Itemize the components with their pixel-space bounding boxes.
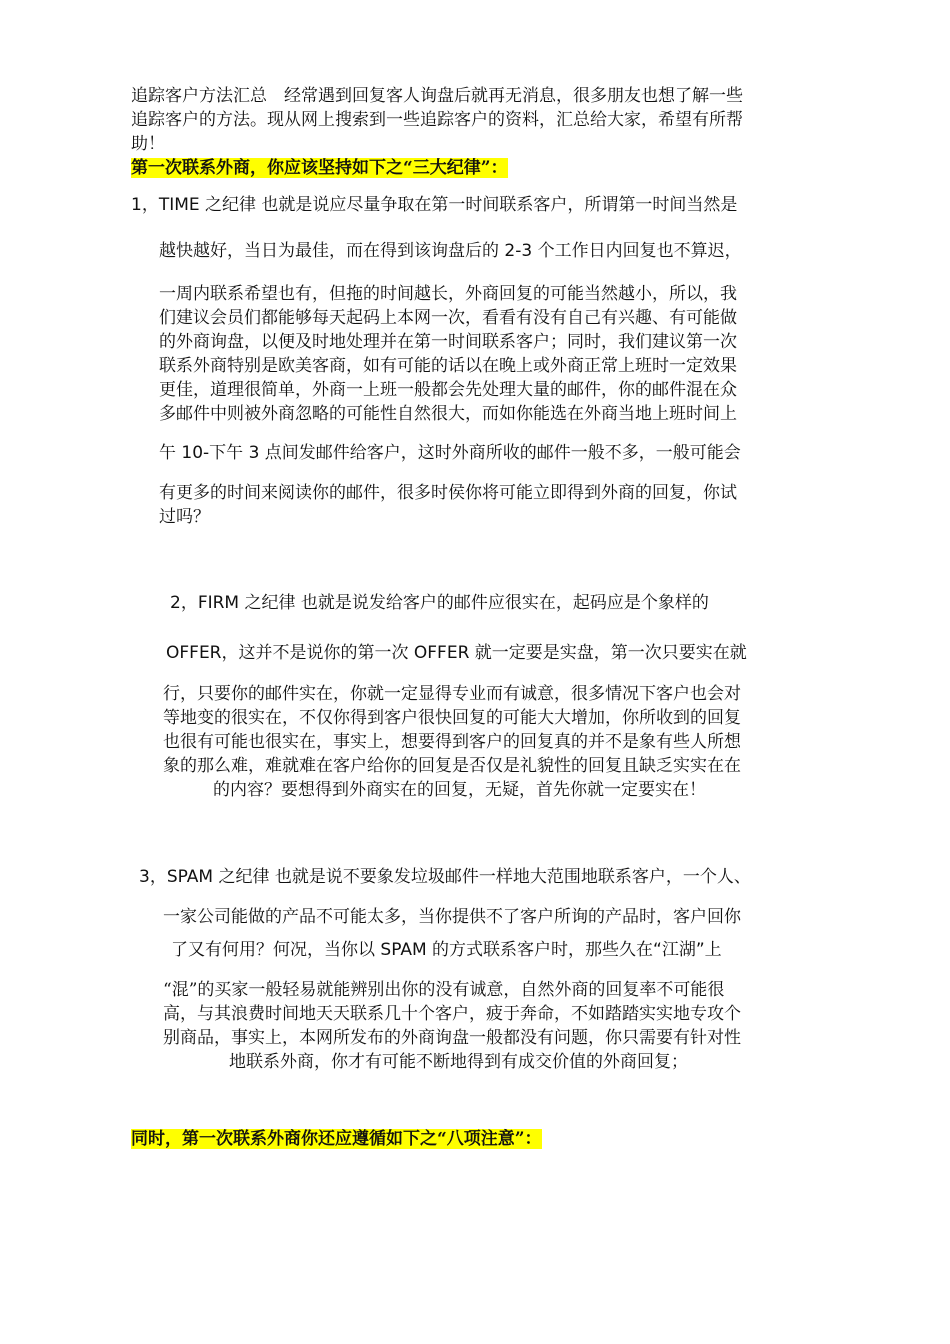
rule1-line: 们建议会员们都能够每天起码上本网一次，看看有没有自己有兴趣、有可能做 <box>159 308 737 328</box>
rule2-line: 的内容？要想得到外商实在的回复，无疑，首先你就一定要实在！ <box>213 780 706 800</box>
rule2-line: 2，FIRM 之纪律 也就是说发给客户的邮件应很实在，起码应是个象样的 <box>170 593 709 613</box>
rule1-line: 越快越好，当日为最佳，而在得到该询盘后的 2-3 个工作日内回复也不算迟， <box>159 241 742 261</box>
heading-three-disciplines <box>131 156 508 180</box>
rule3-line: 一家公司能做的产品不可能太多，当你提供不了客户所询的产品时，客户回你 <box>163 907 741 927</box>
rule2-line: 等地变的很实在，不仅你得到客户很快回复的可能大大增加，你所收到的回复 <box>163 708 741 728</box>
intro-line-3: 助！ <box>131 134 165 154</box>
rule2-line: 也很有可能也很实在，事实上，想要得到客户的回复真的并不是象有些人所想 <box>163 732 741 752</box>
intro-line-2: 追踪客户的方法。现从网上搜索到一些追踪客户的资料，汇总给大家，希望有所帮 <box>131 110 743 130</box>
rule1-line: 联系外商特别是欧美客商，如有可能的话以在晚上或外商正常上班时一定效果 <box>159 356 737 376</box>
highlighted-heading-text: 同时，第一次联系外商你还应遵循如下之“八项注意”： <box>131 1129 542 1149</box>
rule2-line: 象的那么难，难就难在客户给你的回复是否仅是礼貌性的回复且缺乏实实在在 <box>163 756 741 776</box>
rule1-line: 1，TIME 之纪律 也就是说应尽量争取在第一时间联系客户，所谓第一时间当然是 <box>131 195 738 215</box>
rule3-line: 高，与其浪费时间地天天联系几十个客户，疲于奔命，不如踏踏实实地专攻个 <box>163 1004 741 1024</box>
rule2-line: OFFER，这并不是说你的第一次 OFFER 就一定要是实盘，第一次只要实在就 <box>166 643 747 663</box>
heading-eight-notes <box>131 1127 542 1151</box>
rule2-line: 行，只要你的邮件实在，你就一定显得专业而有诚意，很多情况下客户也会对 <box>163 684 741 704</box>
rule1-line: 过吗？ <box>159 507 210 527</box>
rule1-line: 午 10-下午 3 点间发邮件给客户，这时外商所收的邮件一般不多，一般可能会 <box>159 443 741 463</box>
rule1-line: 的外商询盘，以便及时地处理并在第一时间联系客户；同时，我们建议第一次 <box>159 332 737 352</box>
rule3-line: 地联系外商，你才有可能不断地得到有成交价值的外商回复； <box>229 1052 688 1072</box>
highlighted-heading-text: 第一次联系外商，你应该坚持如下之“三大纪律”： <box>131 158 508 178</box>
rule1-line: 更佳，道理很简单，外商一上班一般都会先处理大量的邮件，你的邮件混在众 <box>159 380 737 400</box>
intro-line-1: 追踪客户方法汇总 经常遇到回复客人询盘后就再无消息，很多朋友也想了解一些 <box>131 86 743 106</box>
rule1-line: 有更多的时间来阅读你的邮件，很多时侯你将可能立即得到外商的回复，你试 <box>159 483 737 503</box>
rule1-line: 多邮件中则被外商忽略的可能性自然很大，而如你能选在外商当地上班时间上 <box>159 404 737 424</box>
rule3-line: 了又有何用？何况，当你以 SPAM 的方式联系客户时，那些久在“江湖”上 <box>171 940 722 960</box>
rule1-line: 一周内联系希望也有，但拖的时间越长，外商回复的可能当然越小，所以，我 <box>159 284 737 304</box>
rule3-line: “混”的买家一般轻易就能辨别出你的没有诚意，自然外商的回复率不可能很 <box>163 980 725 1000</box>
rule3-line: 别商品，事实上，本网所发布的外商询盘一般都没有问题，你只需要有针对性 <box>163 1028 741 1048</box>
rule3-line: 3，SPAM 之纪律 也就是说不要象发垃圾邮件一样地大范围地联系客户，一个人、 <box>139 867 751 887</box>
